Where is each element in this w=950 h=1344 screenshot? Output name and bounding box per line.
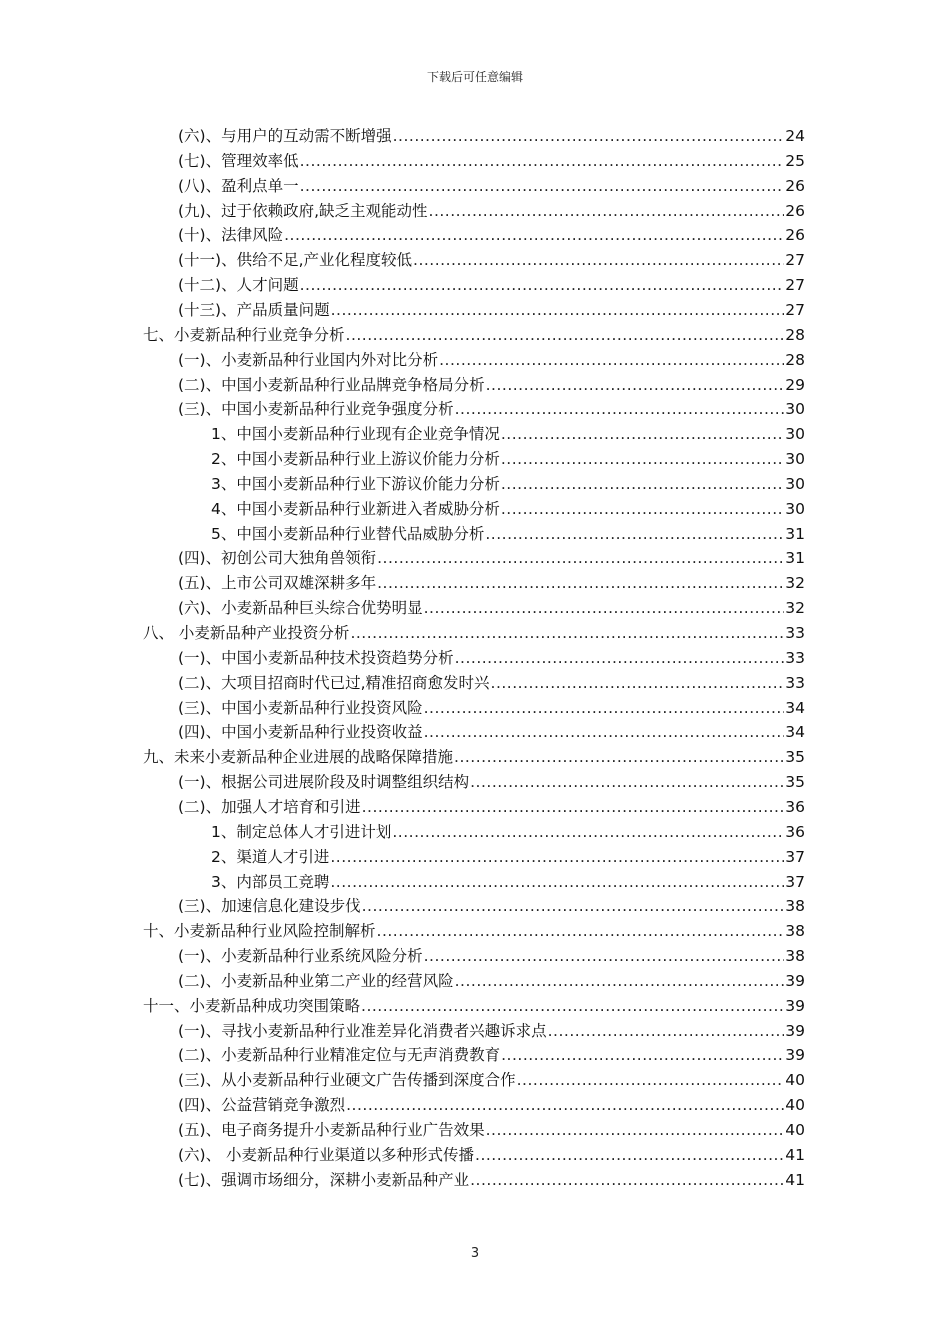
toc-entry-page: 26 — [785, 226, 805, 245]
toc-dot-leader — [361, 994, 784, 1018]
toc-entry-page: 24 — [785, 127, 805, 145]
toc-entry-page: 29 — [785, 375, 805, 394]
toc-entry-page: 27 — [785, 251, 805, 270]
toc-dot-leader — [517, 1068, 785, 1092]
toc-dot-leader — [330, 845, 784, 869]
toc-entry-title: 5、中国小麦新品种行业替代品威胁分析 — [211, 524, 485, 543]
toc-entry-page: 35 — [785, 748, 805, 767]
toc-entry-title: 九、未来小麦新品种企业进展的战略保障措施 — [143, 748, 454, 767]
toc-entry-page: 28 — [785, 325, 805, 344]
toc-entry-title: (三)、加速信息化建设步伐 — [178, 897, 361, 916]
toc-entry[interactable] — [143, 745, 805, 769]
toc-entry[interactable] — [178, 546, 805, 570]
toc-entry-page: 39 — [785, 1046, 805, 1065]
toc-entry-page: 30 — [785, 400, 805, 419]
toc-dot-leader — [377, 571, 784, 595]
page-header-note: 下载后可任意编辑 — [426, 70, 523, 84]
toc-entry-title: (二)、加强人才培育和引进 — [178, 797, 361, 816]
toc-entry-page: 27 — [785, 300, 805, 319]
toc-entry-page: 41 — [785, 1145, 805, 1164]
toc-dot-leader — [350, 621, 784, 645]
toc-dot-leader — [424, 720, 785, 744]
toc-entry-title: 2、中国小麦新品种行业上游议价能力分析 — [211, 450, 500, 469]
toc-dot-leader — [300, 174, 785, 198]
toc-entry-page: 34 — [785, 723, 805, 742]
toc-entry[interactable] — [178, 1043, 805, 1067]
toc-entry-title: 十一、小麦新品种成功突围策略 — [143, 996, 361, 1015]
toc-entry-page: 37 — [785, 847, 805, 866]
toc-entry-page: 39 — [785, 971, 805, 990]
toc-entry-title: 1、制定总体人才引进计划 — [211, 822, 392, 841]
toc-entry[interactable] — [178, 124, 805, 148]
toc-dot-leader — [439, 348, 784, 372]
toc-dot-leader — [455, 397, 785, 421]
toc-entry-title: (十二)、人才问题 — [178, 276, 299, 295]
toc-dot-leader — [362, 894, 785, 918]
toc-dot-leader — [300, 273, 785, 297]
toc-entry-title: 4、中国小麦新品种行业新进入者威胁分析 — [211, 499, 500, 518]
toc-entry-page: 39 — [785, 996, 805, 1015]
toc-entry-title: (十)、法律风险 — [178, 226, 284, 245]
toc-entry-page: 32 — [785, 574, 805, 593]
toc-entry[interactable] — [178, 1118, 805, 1142]
toc-entry[interactable] — [178, 646, 805, 670]
toc-entry-title: 十、小麦新品种行业风险控制解析 — [143, 922, 376, 941]
toc-entry[interactable] — [143, 919, 805, 943]
toc-entry[interactable] — [178, 596, 805, 620]
toc-entry[interactable] — [211, 497, 805, 521]
toc-entry-page: 34 — [785, 698, 805, 717]
toc-entry-title: (三)、中国小麦新品种行业投资风险 — [178, 698, 423, 717]
toc-dot-leader — [284, 223, 784, 247]
toc-entry-title: (四)、初创公司大独角兽领衔 — [178, 549, 377, 568]
toc-entry-title: 3、中国小麦新品种行业下游议价能力分析 — [211, 474, 500, 493]
toc-dot-leader — [429, 199, 785, 223]
toc-entry[interactable] — [178, 1143, 805, 1167]
toc-entry[interactable] — [178, 1168, 805, 1192]
toc-entry-title: (八)、盈利点单一 — [178, 176, 299, 195]
toc-entry-title: (四)、公益营销竞争激烈 — [178, 1096, 346, 1115]
toc-entry-title: (一)、中国小麦新品种技术投资趋势分析 — [178, 648, 454, 667]
toc-entry[interactable] — [178, 795, 805, 819]
toc-entry-page: 27 — [785, 276, 805, 295]
toc-entry-page: 33 — [785, 624, 805, 642]
toc-dot-leader — [330, 870, 784, 894]
toc-entry-page: 38 — [785, 922, 805, 941]
toc-entry[interactable] — [178, 1068, 805, 1092]
toc-dot-leader — [486, 373, 785, 397]
toc-dot-leader — [300, 149, 785, 173]
toc-entry[interactable] — [211, 472, 805, 496]
toc-entry-page: 30 — [785, 450, 805, 469]
toc-entry-title: (一)、小麦新品种行业系统风险分析 — [178, 947, 423, 966]
toc-entry[interactable] — [178, 894, 805, 918]
toc-entry-page: 41 — [785, 1170, 805, 1189]
toc-dot-leader — [486, 1118, 785, 1142]
toc-entry-title: (二)、小麦新品种行业精准定位与无声消费教育 — [178, 1046, 501, 1065]
toc-dot-leader — [346, 1093, 784, 1117]
toc-dot-leader — [455, 646, 785, 670]
toc-entry-page: 38 — [785, 897, 805, 916]
toc-entry[interactable] — [178, 770, 805, 794]
toc-entry-title: 八、 小麦新品种产业投资分析 — [143, 624, 350, 642]
toc-entry-page: 36 — [785, 797, 805, 816]
toc-entry-page: 33 — [785, 648, 805, 667]
toc-entry-title: (五)、电子商务提升小麦新品种行业广告效果 — [178, 1121, 485, 1139]
toc-entry-page: 31 — [785, 524, 805, 543]
toc-entry-page: 38 — [785, 947, 805, 966]
toc-entry-title: (二)、小麦新品种业第二产业的经营风险 — [178, 971, 454, 990]
toc-entry-page: 37 — [785, 872, 805, 891]
toc-entry-page: 39 — [785, 1021, 805, 1040]
toc-entry-title: (三)、从小麦新品种行业硬文广告传播到深度合作 — [178, 1071, 516, 1090]
toc-entry-page: 30 — [785, 474, 805, 493]
toc-dot-leader — [331, 298, 785, 322]
toc-dot-leader — [362, 795, 785, 819]
toc-entry[interactable] — [178, 720, 805, 744]
toc-entry-page: 26 — [785, 201, 805, 220]
toc-entry[interactable] — [178, 149, 805, 173]
toc-entry-title: (十一)、供给不足,产业化程度较低 — [178, 251, 413, 270]
toc-entry[interactable] — [178, 944, 805, 968]
toc-entry[interactable] — [178, 174, 805, 198]
toc-entry-title: (七)、强调市场细分，深耕小麦新品种产业 — [178, 1170, 470, 1189]
toc-entry-title: (九)、过于依赖政府,缺乏主观能动性 — [178, 201, 428, 220]
toc-entry-page: 26 — [785, 176, 805, 195]
toc-entry[interactable] — [178, 1019, 805, 1043]
toc-entry-page: 36 — [785, 822, 805, 841]
toc-entry-title: (六)、与用户的互动需不断增强 — [178, 127, 392, 145]
toc-entry[interactable] — [178, 696, 805, 720]
toc-entry-title: (二)、大项目招商时代已过,精准招商愈发时兴 — [178, 673, 490, 692]
toc-entry[interactable] — [143, 621, 805, 645]
toc-dot-leader — [501, 497, 784, 521]
page-number: 3 — [470, 1246, 480, 1261]
toc-dot-leader — [413, 248, 784, 272]
toc-entry-title: (四)、中国小麦新品种行业投资收益 — [178, 723, 423, 742]
toc-entry-title: 3、内部员工竞聘 — [211, 872, 330, 891]
toc-entry-title: 1、中国小麦新品种行业现有企业竞争情况 — [211, 425, 500, 444]
toc-entry-title: (五)、上市公司双雄深耕多年 — [178, 574, 377, 593]
toc-entry[interactable] — [178, 373, 805, 397]
toc-entry[interactable] — [143, 323, 805, 347]
toc-dot-leader — [470, 1168, 784, 1192]
toc-entry[interactable] — [178, 397, 805, 421]
toc-entry[interactable] — [211, 870, 805, 894]
toc-dot-leader — [424, 696, 785, 720]
toc-dot-leader — [470, 770, 784, 794]
toc-entry[interactable] — [178, 298, 805, 322]
toc-entry-page: 33 — [785, 673, 805, 692]
toc-entry[interactable] — [178, 273, 805, 297]
toc-entry-page: 30 — [785, 425, 805, 444]
toc-entry[interactable] — [178, 671, 805, 695]
toc-entry-title: 七、小麦新品种行业竞争分析 — [143, 325, 345, 344]
toc-entry-title: (一)、寻找小麦新品种行业准差异化消费者兴趣诉求点 — [178, 1021, 547, 1040]
toc-dot-leader — [454, 745, 784, 769]
toc-entry[interactable] — [178, 248, 805, 272]
toc-dot-leader — [501, 422, 784, 446]
toc-entry[interactable] — [178, 223, 805, 247]
toc-entry[interactable] — [178, 969, 805, 993]
toc-dot-leader — [475, 1143, 784, 1167]
toc-entry-page: 28 — [785, 350, 805, 369]
toc-entry-title: (七)、管理效率低 — [178, 151, 299, 170]
toc-dot-leader — [455, 969, 785, 993]
toc-entry[interactable] — [211, 820, 805, 844]
toc-dot-leader — [485, 522, 784, 546]
toc-entry[interactable] — [211, 522, 805, 546]
toc-dot-leader — [424, 596, 785, 620]
toc-entry-title: (三)、中国小麦新品种行业竞争强度分析 — [178, 400, 454, 419]
toc-entry-page: 32 — [785, 599, 805, 618]
toc-entry-page: 31 — [785, 549, 805, 568]
toc-entry[interactable] — [178, 571, 805, 595]
toc-entry[interactable] — [143, 994, 805, 1018]
toc-entry-title: (一)、根据公司进展阶段及时调整组织结构 — [178, 773, 470, 792]
toc-entry[interactable] — [211, 422, 805, 446]
toc-entry-page: 35 — [785, 773, 805, 792]
toc-entry[interactable] — [178, 1093, 805, 1117]
toc-entry-title: (六)、 小麦新品种行业渠道以多种形式传播 — [178, 1145, 475, 1164]
toc-entry[interactable] — [178, 199, 805, 223]
toc-entry-page: 40 — [785, 1071, 805, 1090]
toc-dot-leader — [424, 944, 785, 968]
toc-entry[interactable] — [211, 845, 805, 869]
toc-entry-title: (二)、中国小麦新品种行业品牌竞争格局分析 — [178, 375, 485, 394]
toc-entry[interactable] — [211, 447, 805, 471]
toc-entry[interactable] — [178, 348, 805, 372]
toc-dot-leader — [501, 447, 784, 471]
toc-dot-leader — [377, 919, 785, 943]
toc-entry-page: 40 — [785, 1121, 805, 1139]
toc-dot-leader — [346, 323, 785, 347]
toc-dot-leader — [392, 820, 784, 844]
toc-dot-leader — [491, 671, 785, 695]
toc-entry-page: 40 — [785, 1096, 805, 1115]
toc-entry-page: 25 — [785, 151, 805, 170]
toc-dot-leader — [501, 472, 784, 496]
toc-entry-title: (六)、小麦新品种巨头综合优势明显 — [178, 599, 423, 618]
toc-entry-title: (十三)、产品质量问题 — [178, 300, 330, 319]
toc-entry-title: 2、渠道人才引进 — [211, 847, 330, 866]
toc-dot-leader — [377, 546, 784, 570]
toc-dot-leader — [393, 124, 785, 148]
toc-dot-leader — [501, 1043, 784, 1067]
toc-dot-leader — [548, 1019, 785, 1043]
toc-entry-page: 30 — [785, 499, 805, 518]
toc-entry-title: (一)、小麦新品种行业国内外对比分析 — [178, 350, 439, 369]
